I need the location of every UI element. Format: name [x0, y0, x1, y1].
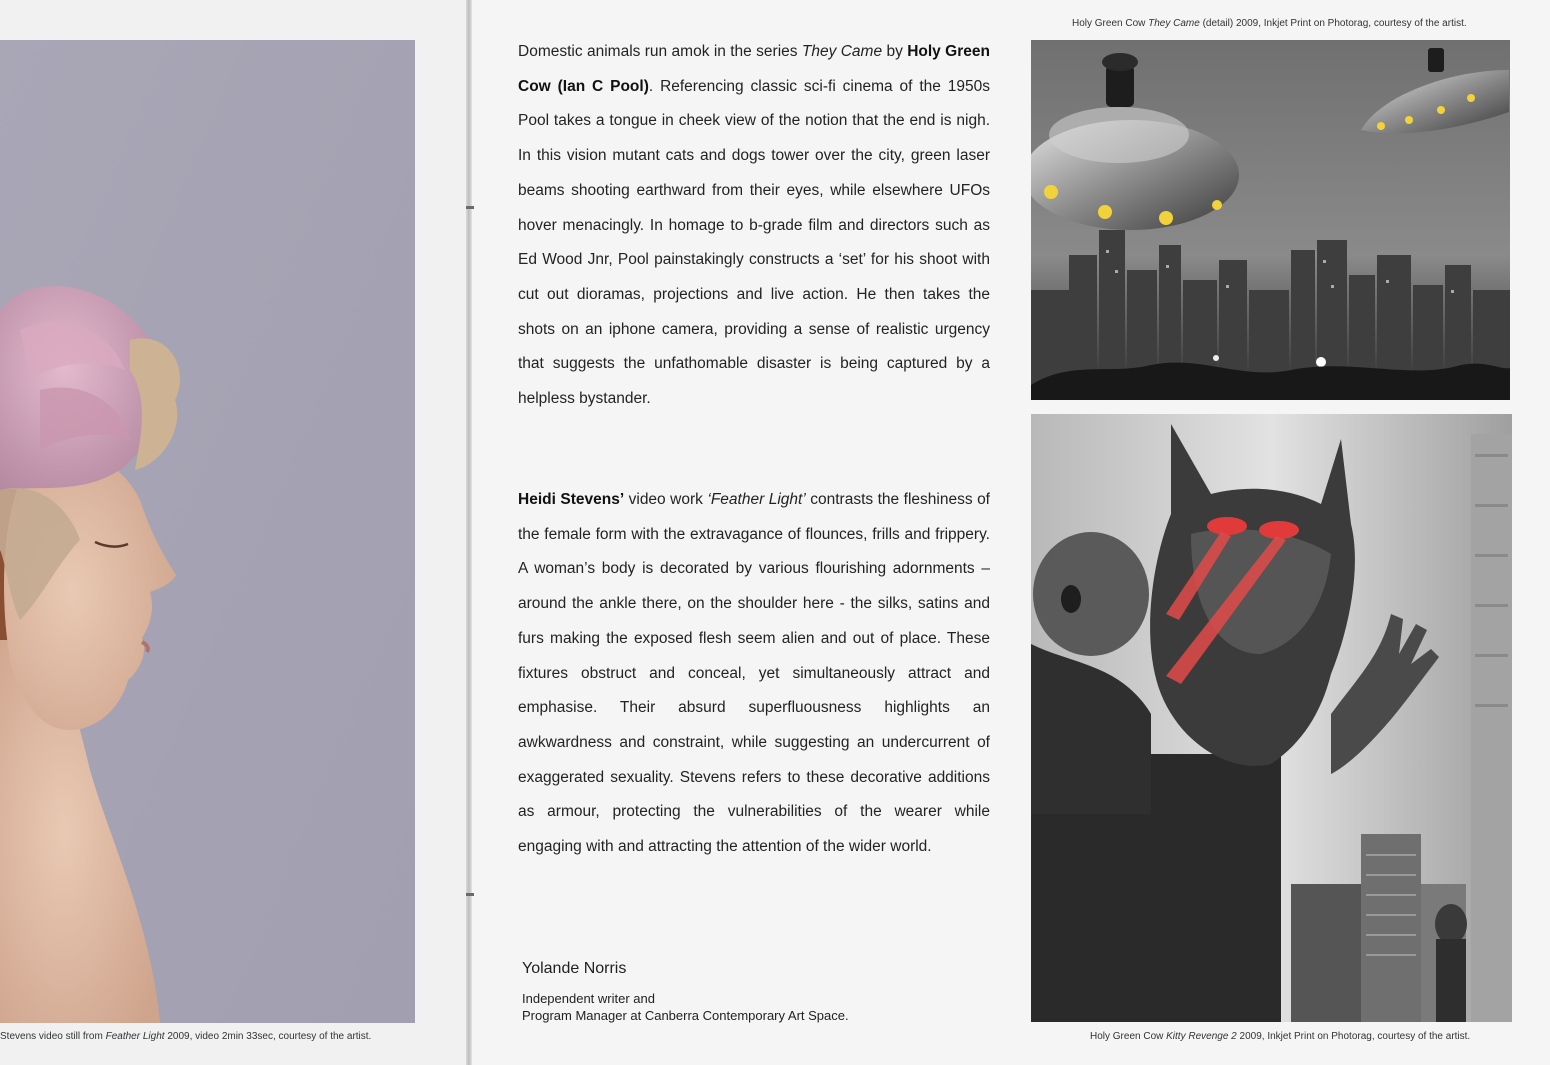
text-run: . Referencing classic sci-fi cinema of the 1950s Pool takes a tongue in cheek view of the notion that the end is nigh. In this vision mutant cats and dogs tower over the city, green laser beams shooting earthward from their eyes, while elsewhere UFOs hover menacingly. In homage to b-grade film and directors such as Ed Wood Jnr, Pool painstakingly constructs a ‘set’ for his shoot with cut out dioramas, projections and live action. He then takes the shots on an iphone camera, providing a sense of realistic urgency that suggests the unfathomable disaster is being captured by a helpless bystander.	[518, 77, 990, 408]
author-role-line: Independent writer and	[522, 991, 655, 1006]
artist-name: Holy Green Cow (Ian C Pool)	[518, 43, 990, 95]
article-paragraph-1	[518, 35, 990, 417]
top-photo-caption	[1072, 18, 1467, 29]
article-paragraph-2	[518, 483, 990, 865]
artist-name: Heidi Stevens’	[518, 491, 625, 508]
text-run: Domestic animals run amok in the series	[518, 43, 802, 60]
author-role	[522, 990, 849, 1024]
caption-artist: Holy Green Cow	[1090, 1031, 1167, 1042]
author-name: Yolande Norris	[522, 960, 627, 977]
caption-text: Stevens video still from	[0, 1031, 106, 1042]
caption-title: Feather Light	[105, 1031, 165, 1042]
text-run: by	[882, 43, 908, 60]
left-photo-caption	[0, 1031, 371, 1042]
work-title: ‘Feather Light’	[707, 491, 806, 508]
page-gutter	[466, 0, 472, 1065]
kitty-revenge-photo	[1031, 414, 1512, 1022]
caption-title: Kitty Revenge 2	[1166, 1031, 1237, 1042]
caption-artist: Holy Green Cow	[1072, 18, 1149, 29]
caption-text: (detail) 2009, Inkjet Print on Photorag, courtesy of the artist.	[1199, 18, 1467, 29]
caption-text: 2009, video 2min 33sec, courtesy of the artist.	[164, 1031, 372, 1042]
staple-mark	[466, 206, 474, 209]
text-run: contrasts the fleshiness of the female form with the extravagance of flounces, frills and frippery. A woman’s body is decorated by various flourishing adornments – around the ankle there, on the shoulder here - the silks, satins and furs making the exposed flesh seem alien and out of place. These fixtures obstruct and conceal, yet simultaneously attract and emphasise. Their absurd superfluousness highlights an awkwardness and constraint, while suggesting an undercurrent of exaggerated sexuality. Stevens refers to these decorative additions as armour, protecting the vulnerabilities of the wearer while engaging with and attracting the attention of the wider world.	[518, 491, 990, 856]
feather-light-video-still	[0, 40, 415, 1023]
staple-mark	[466, 893, 474, 896]
bottom-photo-caption	[1090, 1031, 1470, 1042]
caption-text: 2009, Inkjet Print on Photorag, courtesy of the artist.	[1236, 1031, 1471, 1042]
series-title: They Came	[801, 43, 883, 60]
caption-title: They Came	[1148, 18, 1200, 29]
author-role-line: Program Manager at Canberra Contemporary Art Space.	[522, 1008, 849, 1023]
they-came-photo	[1031, 40, 1510, 400]
text-run: video work	[624, 491, 708, 508]
